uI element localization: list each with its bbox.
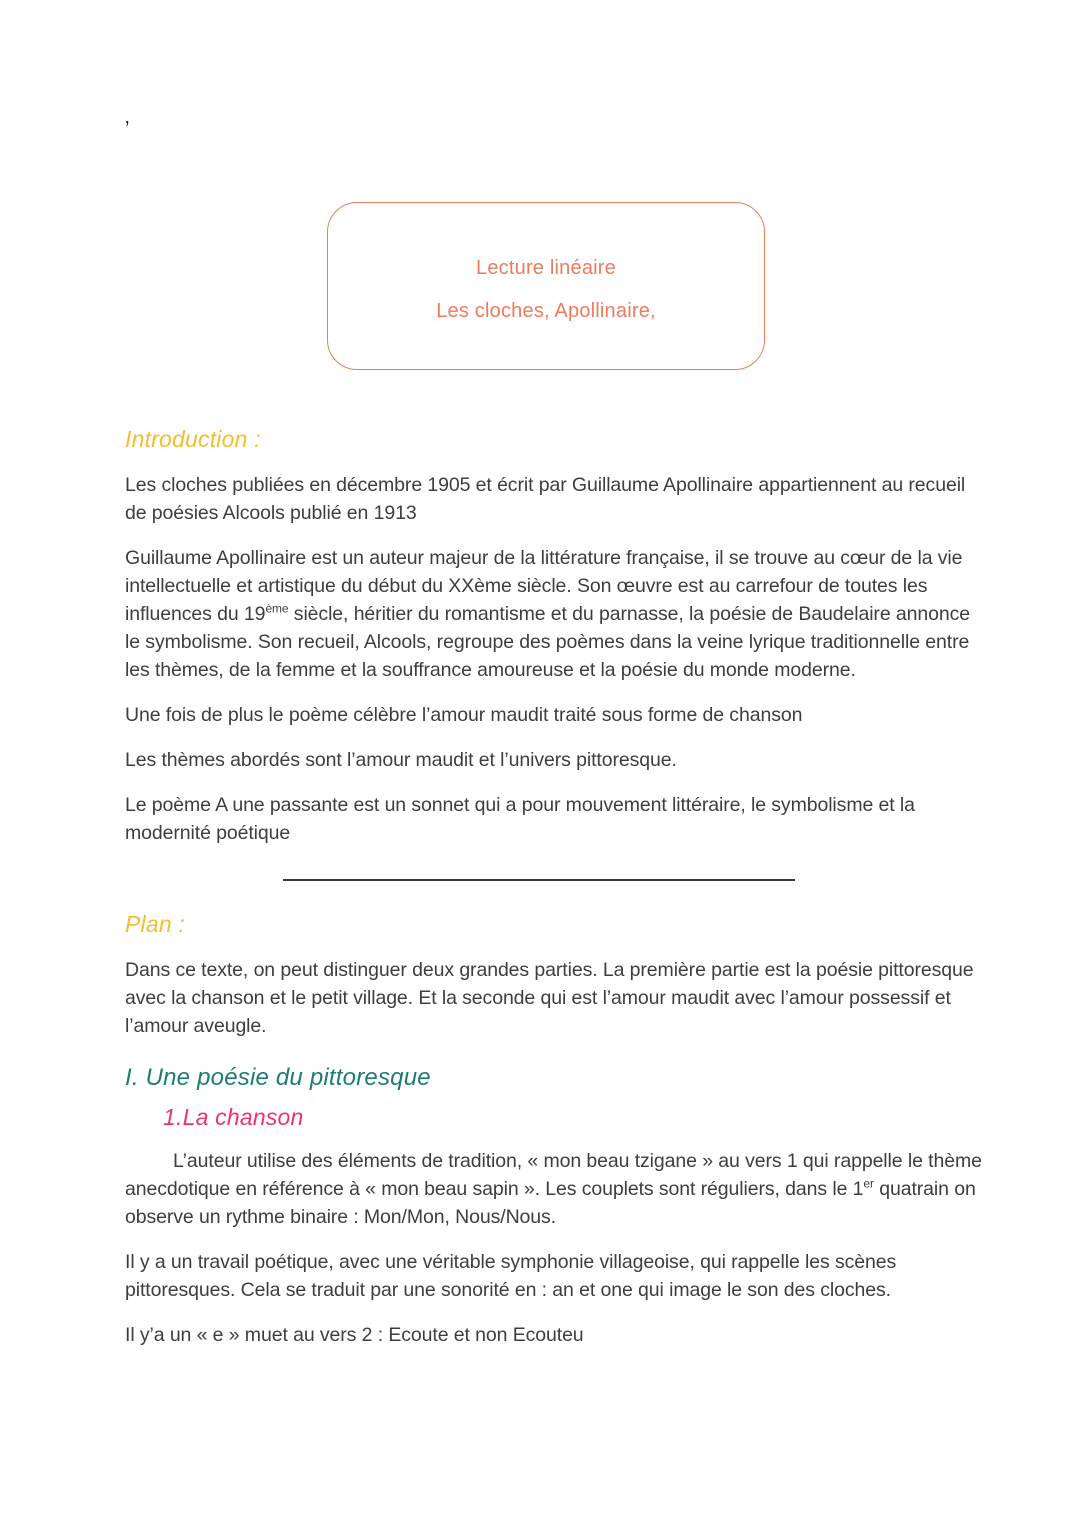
- stray-apostrophe: ’: [125, 118, 130, 140]
- title-box-line-2: Les cloches, Apollinaire,: [436, 299, 656, 322]
- part1-sub1-paragraph-2: Il y a un travail poétique, avec une véritable symphonie villageoise, qui rappelle les scènes pittoresques. Cela se traduit par une sonorité en : an et one qui image le son des cloches.: [125, 1251, 897, 1301]
- part1-heading: I. Une poésie du pittoresque: [125, 1064, 431, 1091]
- part1-sub1-paragraph-1: L’auteur utilise des éléments de tradition, « mon beau tzigane » au vers 1 qui rappelle le thème anecdotique en référence à « mon beau sapin ». Les couplets sont réguliers, dans le 1er quatrain on observe un rythme binaire : Mon/Mon, Nous/Nous.: [125, 1150, 982, 1228]
- intro-paragraph-4: Les thèmes abordés sont l’amour maudit et l’univers pittoresque.: [125, 749, 677, 771]
- intro-paragraph-5: Le poème A une passante est un sonnet qui a pour mouvement littéraire, le symbolisme et la modernité poétique: [125, 794, 915, 844]
- intro-paragraph-1: Les cloches publiées en décembre 1905 et écrit par Guillaume Apollinaire appartiennent au recueil de poésies Alcools publié en 1913: [125, 474, 966, 524]
- part1-sub1-heading: 1.La chanson: [163, 1104, 304, 1130]
- title-box: [327, 202, 765, 370]
- intro-paragraph-3: Une fois de plus le poème célèbre l’amour maudit traité sous forme de chanson: [125, 704, 803, 726]
- plan-paragraph-1: Dans ce texte, on peut distinguer deux grandes parties. La première partie est la poésie pittoresque avec la chanson et le petit village. Et la seconde qui est l’amour maudit avec l’amour possessif et l’amour aveugle.: [125, 959, 974, 1037]
- introduction-heading: Introduction :: [125, 426, 261, 452]
- intro-paragraph-2: Guillaume Apollinaire est un auteur majeur de la littérature française, il se trouve au cœur de la vie intellectuelle et artistique du début du XXème siècle. Son œuvre est au carrefour de toutes les influences du 19ème siècle, héritier du romantisme et du parnasse, la poésie de Baudelaire annonce le symbolisme. Son recueil, Alcools, regroupe des poèmes dans la veine lyrique traditionnelle entre les thèmes, de la femme et la souffrance amoureuse et la poésie du monde moderne.: [125, 547, 970, 681]
- plan-heading: Plan :: [125, 911, 186, 937]
- section-divider-line: [283, 879, 795, 881]
- title-box-line-1: Lecture linéaire: [476, 256, 616, 279]
- part1-sub1-paragraph-3: Il y’a un « e » muet au vers 2 : Ecoute et non Ecouteu: [125, 1324, 584, 1346]
